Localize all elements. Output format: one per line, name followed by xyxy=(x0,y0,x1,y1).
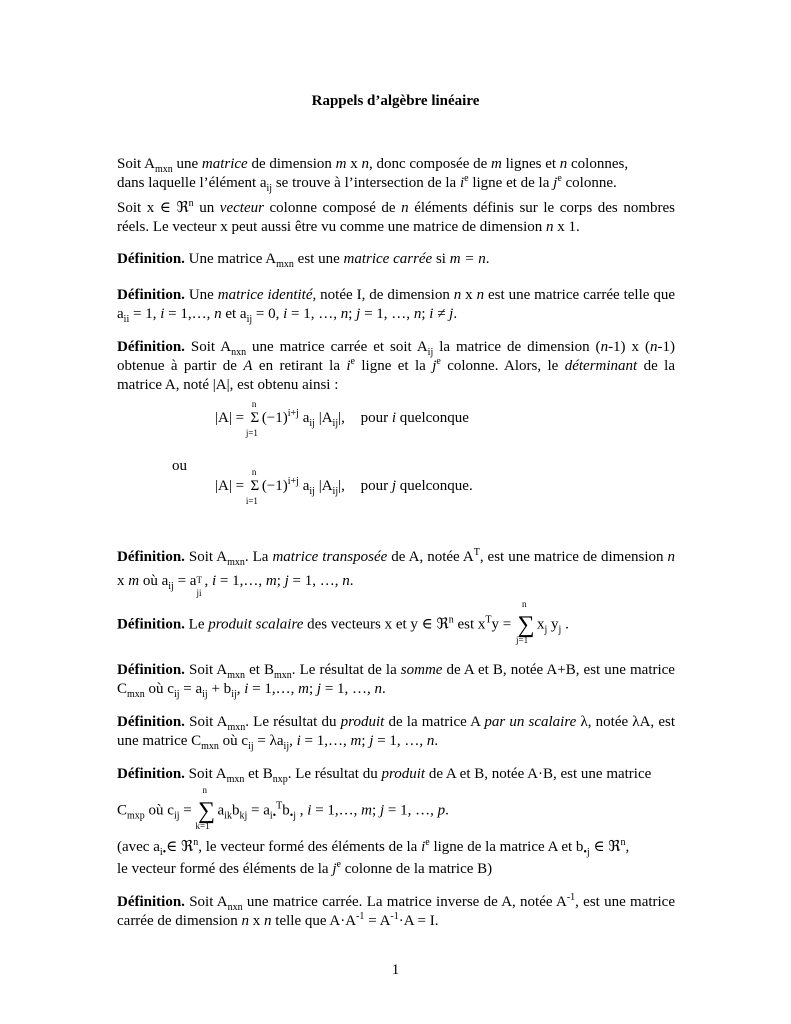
definition-matrix-sum: Définition. Soit $A_{mxn}$ et $B_{mxn}$. Le résultat de la somme de A et B, notée A+B, est une matrice $C_{mxn}$ où $c_{ij} = a_{ij} + b_{ij}$, i = 1,…, m; j = 1, …, n. xyxy=(117,662,675,700)
definition-transpose: Définition. Soit $A_{mxn}$. La matrice transposée de A, notée $A^T$, est une matrice de dimension n x m où $a_{ij} = a$ T ji , i = 1,…, m; j = 1, …, n. xyxy=(117,547,676,598)
matrix-product-formula: $C_{mxp}$ où $c_{ij}$ = n ∑ k=1 $a_{ik}b_{kj} = a_{i•}^Tb_{•j}$ , i = 1,…, m; j = 1, …, p. xyxy=(117,785,449,831)
definition-scalar-product: Définition. Le produit scalaire des vecteurs x et y ∈ ℜ$^n$ est $x^Ty$ = n ∑ j=1 $x_j$ $y_j$ . xyxy=(117,599,569,645)
definition-square-matrix: Définition. Une matrice $A_{mxn}$ est une matrice carrée si m = n. xyxy=(117,251,490,270)
matrix-product-note: (avec $a_{i•}\in$ ℜ$^n$, le vecteur formé des éléments de la $i^e$ ligne de la matrice A et $b_{•j}$ ∈ ℜ$^n$, le vecteur formé des éléments de la $j^e$ colonne de la matrice B) xyxy=(117,837,630,877)
definition-scalar-multiplication: Définition. Soit $A_{mxn}$. Le résultat du produit de la matrice A par un scalaire λ, notée λA, est une matrice $C_{mxn}$ où $c_{ij} = \lambda a_{ij}$, i = 1,…, m; j = 1, …, n. xyxy=(117,714,676,752)
definition-determinant: Définition. Soit $A_{nxn}$ une matrice carrée et soit $A_{ij}$ la matrice de dimension (n-1) x (n-1) obtenue à partir de A en retirant la $i^e$ ligne et la $j^e$ colonne. Alors, le déterminant de la matrice A, noté |A|, est obtenu ainsi : xyxy=(117,339,675,393)
page-title: Rappels d’algèbre linéaire xyxy=(311,93,480,109)
definition-matrix-product: Définition. Soit $A_{mxn}$ et $B_{nxp}$. Le résultat du produit de A et B, notée A·B, est une matrice xyxy=(117,766,652,785)
page-number: 1 xyxy=(391,962,400,978)
definition-inverse-matrix: Définition. Soit $A_{nxn}$ une matrice carrée. La matrice inverse de A, notée $A^{-1}$, est une matrice carrée de dimension n x n telle que $A\cdot A^{-1} = A^{-1}\cdot A = I$. xyxy=(117,892,675,929)
intro-vector-paragraph: Soit x ∈ ℜ$^n$ un vecteur colonne composé de n éléments définis sur le corps des nombres réels. Le vecteur x peut aussi être vu comme une matrice de dimension n x 1. xyxy=(117,198,675,235)
determinant-equation-row-expansion: |A| = n Σ j=1 $(-1)^{i+j}$ $a_{ij}$ $|A_{ij}|$, pour i quelconque xyxy=(215,399,469,439)
definition-identity-matrix: Définition. Une matrice identité, notée I, de dimension n x n est une matrice carrée telle que $a_{ii} = 1$, i = 1,…, n et $a_{ij} = 0$, i = 1, …, n; j = 1, …, n; i ≠ j. xyxy=(117,287,676,325)
determinant-equation-column-expansion: |A| = n Σ i=1 $(-1)^{i+j}$ $a_{ij}$ $|A_{ij}|$, pour j quelconque. xyxy=(215,467,473,507)
intro-matrix-paragraph: Soit $A_{mxn}$ une matrice de dimension m x n, donc composée de m lignes et n colonnes, dans laquelle l’élément $a_{ij}$ se trouve à l’intersection de la $i^e$ ligne et de la $j^e$ colonne. xyxy=(117,156,629,194)
ou-connector: ou xyxy=(172,458,187,474)
